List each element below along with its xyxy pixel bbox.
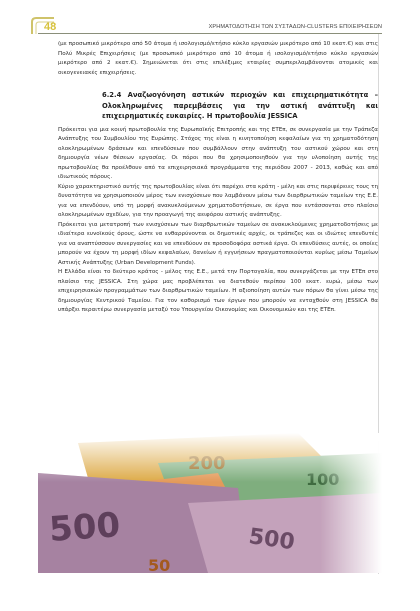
page-number: 48: [44, 21, 57, 33]
header-rule: [38, 33, 382, 34]
body-paragraph-2: Κύριο χαρακτηριστικό αυτής της πρωτοβουλίας είναι ότι παρέχει στα κράτη - μέλη και στις περιφέρειες τους τη δυνατότητα να χρησιμοποιούν μέρος των ενισχύσεων που λαμβάνουν μέσω των διαρθρωτικών ταμείων της Ε.Ε. για να επενδύουν, υπό τη μορφή ανακυκλούμενων χρηματοδοτήσεων, σε έργα που εντάσσονται στο πλαίσιο ολοκληρωμένων σχεδίων, για την προαγωγή της αειφόρου αστικής ανάπτυξης.: [58, 183, 378, 218]
intro-paragraph: (με προσωπικό μικρότερο από 50 άτομα ή ισολογισμό/ετήσιο κύκλο εργασιών μικρότερο από 10 εκατ.€) και στις Πολύ Μικρές Επιχειρήσεις (με προσωπικό μικρότερο από 10 άτομα ή ισολογισμό/ετήσιο κύκλο εργασιών μικρότερο από 2 εκατ.€). Σημειώνεται ότι στις επιλέξιμες εταιρίες συμπεριλαμβάνονται ατομικές και οικογενειακές επιχειρήσεις.: [58, 41, 378, 76]
running-header: ΧΡΗΜΑΤΟΔΟΤΗΣΗ ΤΩΝ ΣΥΣΤΑΔΩΝ-CLUSTERS ΕΠΙΧΕΙΡΗΣΕΩΝ: [208, 24, 382, 30]
banknotes-illustration: [38, 433, 382, 573]
body-paragraph-3: Πρόκειται για μετατροπή των ενισχύσεων των διαρθρωτικών ταμείων σε ανακυκλούμενες χρηματοδοτήσεις με ιδιαίτερα ευνοϊκούς όρους, ώστε να ενθαρρύνονται οι δημοτικές αρχές, οι τράπεζες και οι ιδιώτες επενδυτές για να αναπτύσσουν συνεργασίες και να επενδύουν σε προσοδοφόρα αστικά έργα. Οι επενδύσεις αυτές, οι οποίες μπορούν να έχουν τη μορφή ιδίων κεφαλαίων, δανείων ή εγγυήσεων πραγματοποιούνται κυρίως μέσω Ταμείων Αστικής Ανάπτυξης (Urban Development Funds).: [58, 221, 378, 266]
banknotes-photo: [38, 433, 382, 573]
body-paragraph-1: Πρόκειται για μια κοινή πρωτοβουλία της Ευρωπαϊκής Επιτροπής και της ΕΤΕπ, σε συνεργασία με την Τράπεζα Ανάπτυξης του Συμβουλίου της Ευρώπης. Στόχος της είναι η κινητοποίηση κεφαλαίων για τη χρηματοδότηση ολοκληρωμένων δράσεων και επενδύσεων που συμβάλλουν στην ανάπτυξη του αστικού χώρου και στη δημιουργία νέων θέσεων εργασίας. Οι πόροι που θα χρησιμοποιηθούν για την υλοποίηση αυτής της πρωτοβουλίας θα προέλθουν από τα επιχειρησιακά προγράμματα της περιόδου 2007 - 2013, καθώς και από ιδιωτικούς πόρους.: [58, 126, 378, 180]
body-paragraph-4: Η Ελλάδα είναι το δεύτερο κράτος - μέλος της Ε.Ε., μετά την Πορτογαλία, που συνεργάζεται με την ΕΤΕπ στο πλαίσιο της JESSICA. Στη χώρα μας προβλέπεται να διατεθούν περίπου 100 εκατ. ευρώ, μέσω των επιχειρησιακών προγραμμάτων των διαρθρωτικών ταμείων. Η αξιοποίηση αυτών των πόρων θα γίνει μέσω της δημιουργίας Κεντρικού Ταμείου. Για τον καθορισμό των έργων που μπορούν να ενταχθούν στη JESSICA θα υπάρξει περαιτέρω συνεργασία μεταξύ του Υπουργείου Οικονομίας και Οικονομικών και της ΕΤΕπ.: [58, 269, 378, 313]
page-content: [58, 40, 378, 316]
section-heading: 6.2.4 Αναζωογόνηση αστικών περιοχών και επιχειρηματικότητα – Ολοκληρωμένες παρεμβάσεις για την αστική ανάπτυξη και επιχειρηματικές ευκαιρίες. Η πρωτοβουλία JESSICA: [102, 91, 378, 120]
